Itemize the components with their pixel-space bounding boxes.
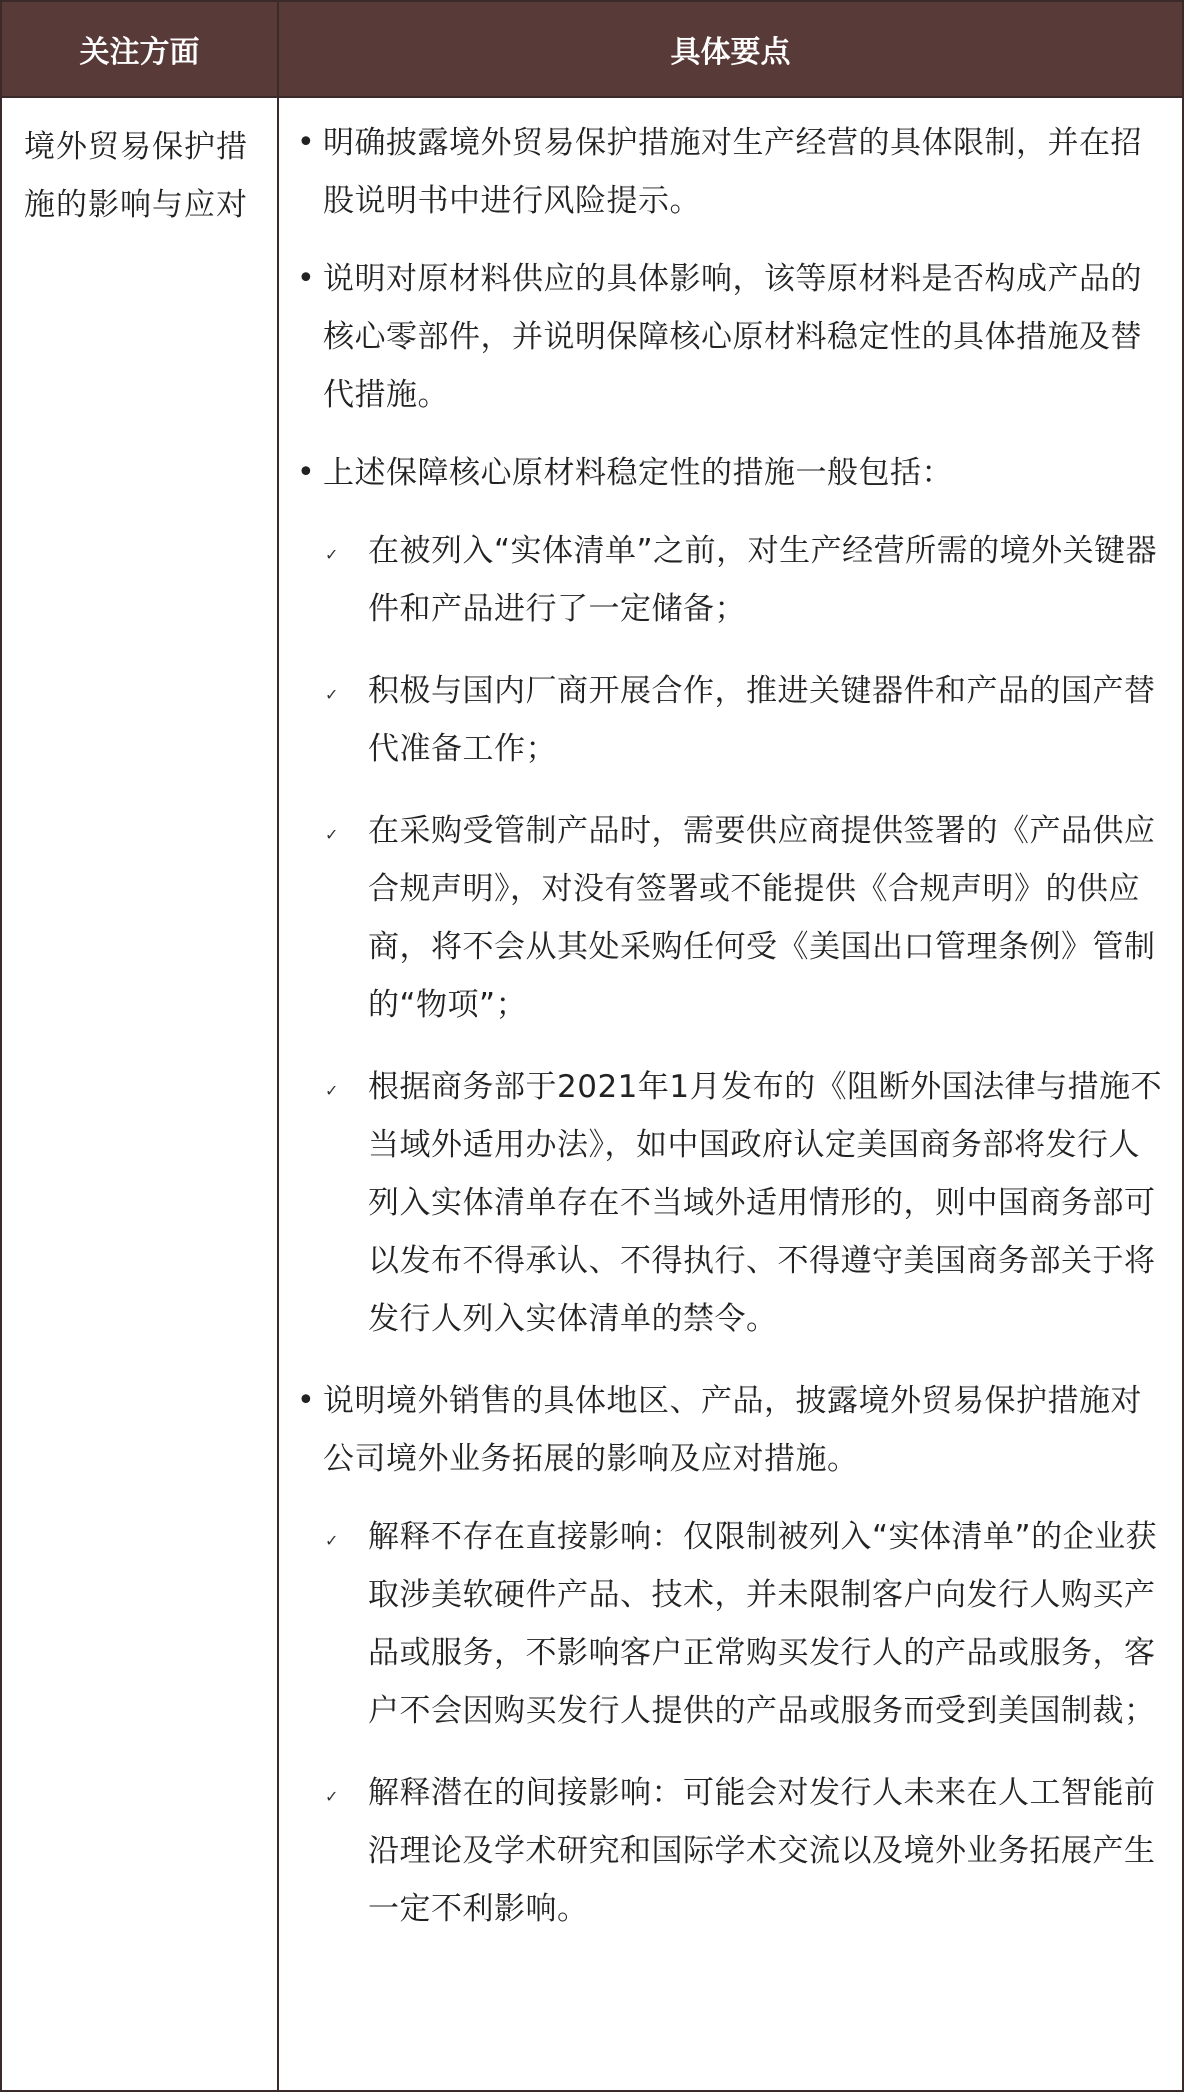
points-list	[295, 114, 1166, 1938]
bullet-icon: •	[297, 125, 316, 160]
check-icon: ✓	[325, 825, 339, 844]
bullet-point	[295, 1372, 1166, 1488]
header-aspect: 关注方面	[1, 1, 278, 97]
bullet-point	[295, 444, 1166, 502]
sub-point	[295, 662, 1166, 778]
sub-point	[295, 1764, 1166, 1938]
check-icon: ✓	[325, 1787, 339, 1806]
header-key-points: 具体要点	[278, 1, 1183, 97]
table-row	[1, 97, 1183, 2091]
check-icon: ✓	[325, 1081, 339, 1100]
points-cell	[278, 97, 1183, 2091]
bullet-icon: •	[297, 261, 316, 296]
sub-point-text: 在采购受管制产品时，需要供应商提供签署的《产品供应合规声明》，对没有签署或不能提供《合规声明》的供应商，将不会从其处采购任何受《美国出口管理条例》管制的“物项”；	[368, 813, 1156, 1023]
sub-point	[295, 802, 1166, 1034]
bullet-point-text: 明确披露境外贸易保护措施对生产经营的具体限制，并在招股说明书中进行风险提示。	[323, 125, 1142, 219]
check-icon: ✓	[325, 685, 339, 704]
sub-point-text: 在被列入“实体清单”之前，对生产经营所需的境外关键器件和产品进行了一定储备；	[368, 533, 1158, 627]
bullet-point-text: 上述保障核心原材料稳定性的措施一般包括：	[323, 455, 953, 491]
bullet-icon: •	[297, 455, 316, 490]
check-icon: ✓	[325, 545, 339, 564]
sub-point-text: 解释不存在直接影响：仅限制被列入“实体清单”的企业获取涉美软硬件产品、技术，并未限制客户向发行人购买产品或服务，不影响客户正常购买发行人的产品或服务，客户不会因购买发行人提供的产品或服务而受到美国制裁；	[368, 1519, 1158, 1729]
sub-point-text: 根据商务部于2021年1月发布的《阻断外国法律与措施不当域外适用办法》，如中国政府认定美国商务部将发行人列入实体清单存在不当域外适用情形的，则中国商务部可以发布不得承认、不得执行、不得遵守美国商务部关于将发行人列入实体清单的禁令。	[368, 1069, 1163, 1337]
bullet-point	[295, 250, 1166, 424]
sub-point	[295, 1508, 1166, 1740]
bullet-point	[295, 114, 1166, 230]
sub-point-text: 解释潜在的间接影响：可能会对发行人未来在人工智能前沿理论及学术研究和国际学术交流以及境外业务拓展产生一定不利影响。	[368, 1775, 1156, 1927]
bullet-icon: •	[297, 1383, 316, 1418]
aspect-cell: 境外贸易保护措施的影响与应对	[1, 97, 278, 2091]
sub-point	[295, 522, 1166, 638]
table-header-row	[1, 1, 1183, 97]
sub-point	[295, 1058, 1166, 1348]
check-icon: ✓	[325, 1531, 339, 1550]
sub-point-text: 积极与国内厂商开展合作，推进关键器件和产品的国产替代准备工作；	[368, 673, 1156, 767]
bullet-point-text: 说明对原材料供应的具体影响，该等原材料是否构成产品的核心零部件，并说明保障核心原材料稳定性的具体措施及替代措施。	[323, 261, 1142, 413]
bullet-point-text: 说明境外销售的具体地区、产品，披露境外贸易保护措施对公司境外业务拓展的影响及应对措施。	[323, 1383, 1142, 1477]
